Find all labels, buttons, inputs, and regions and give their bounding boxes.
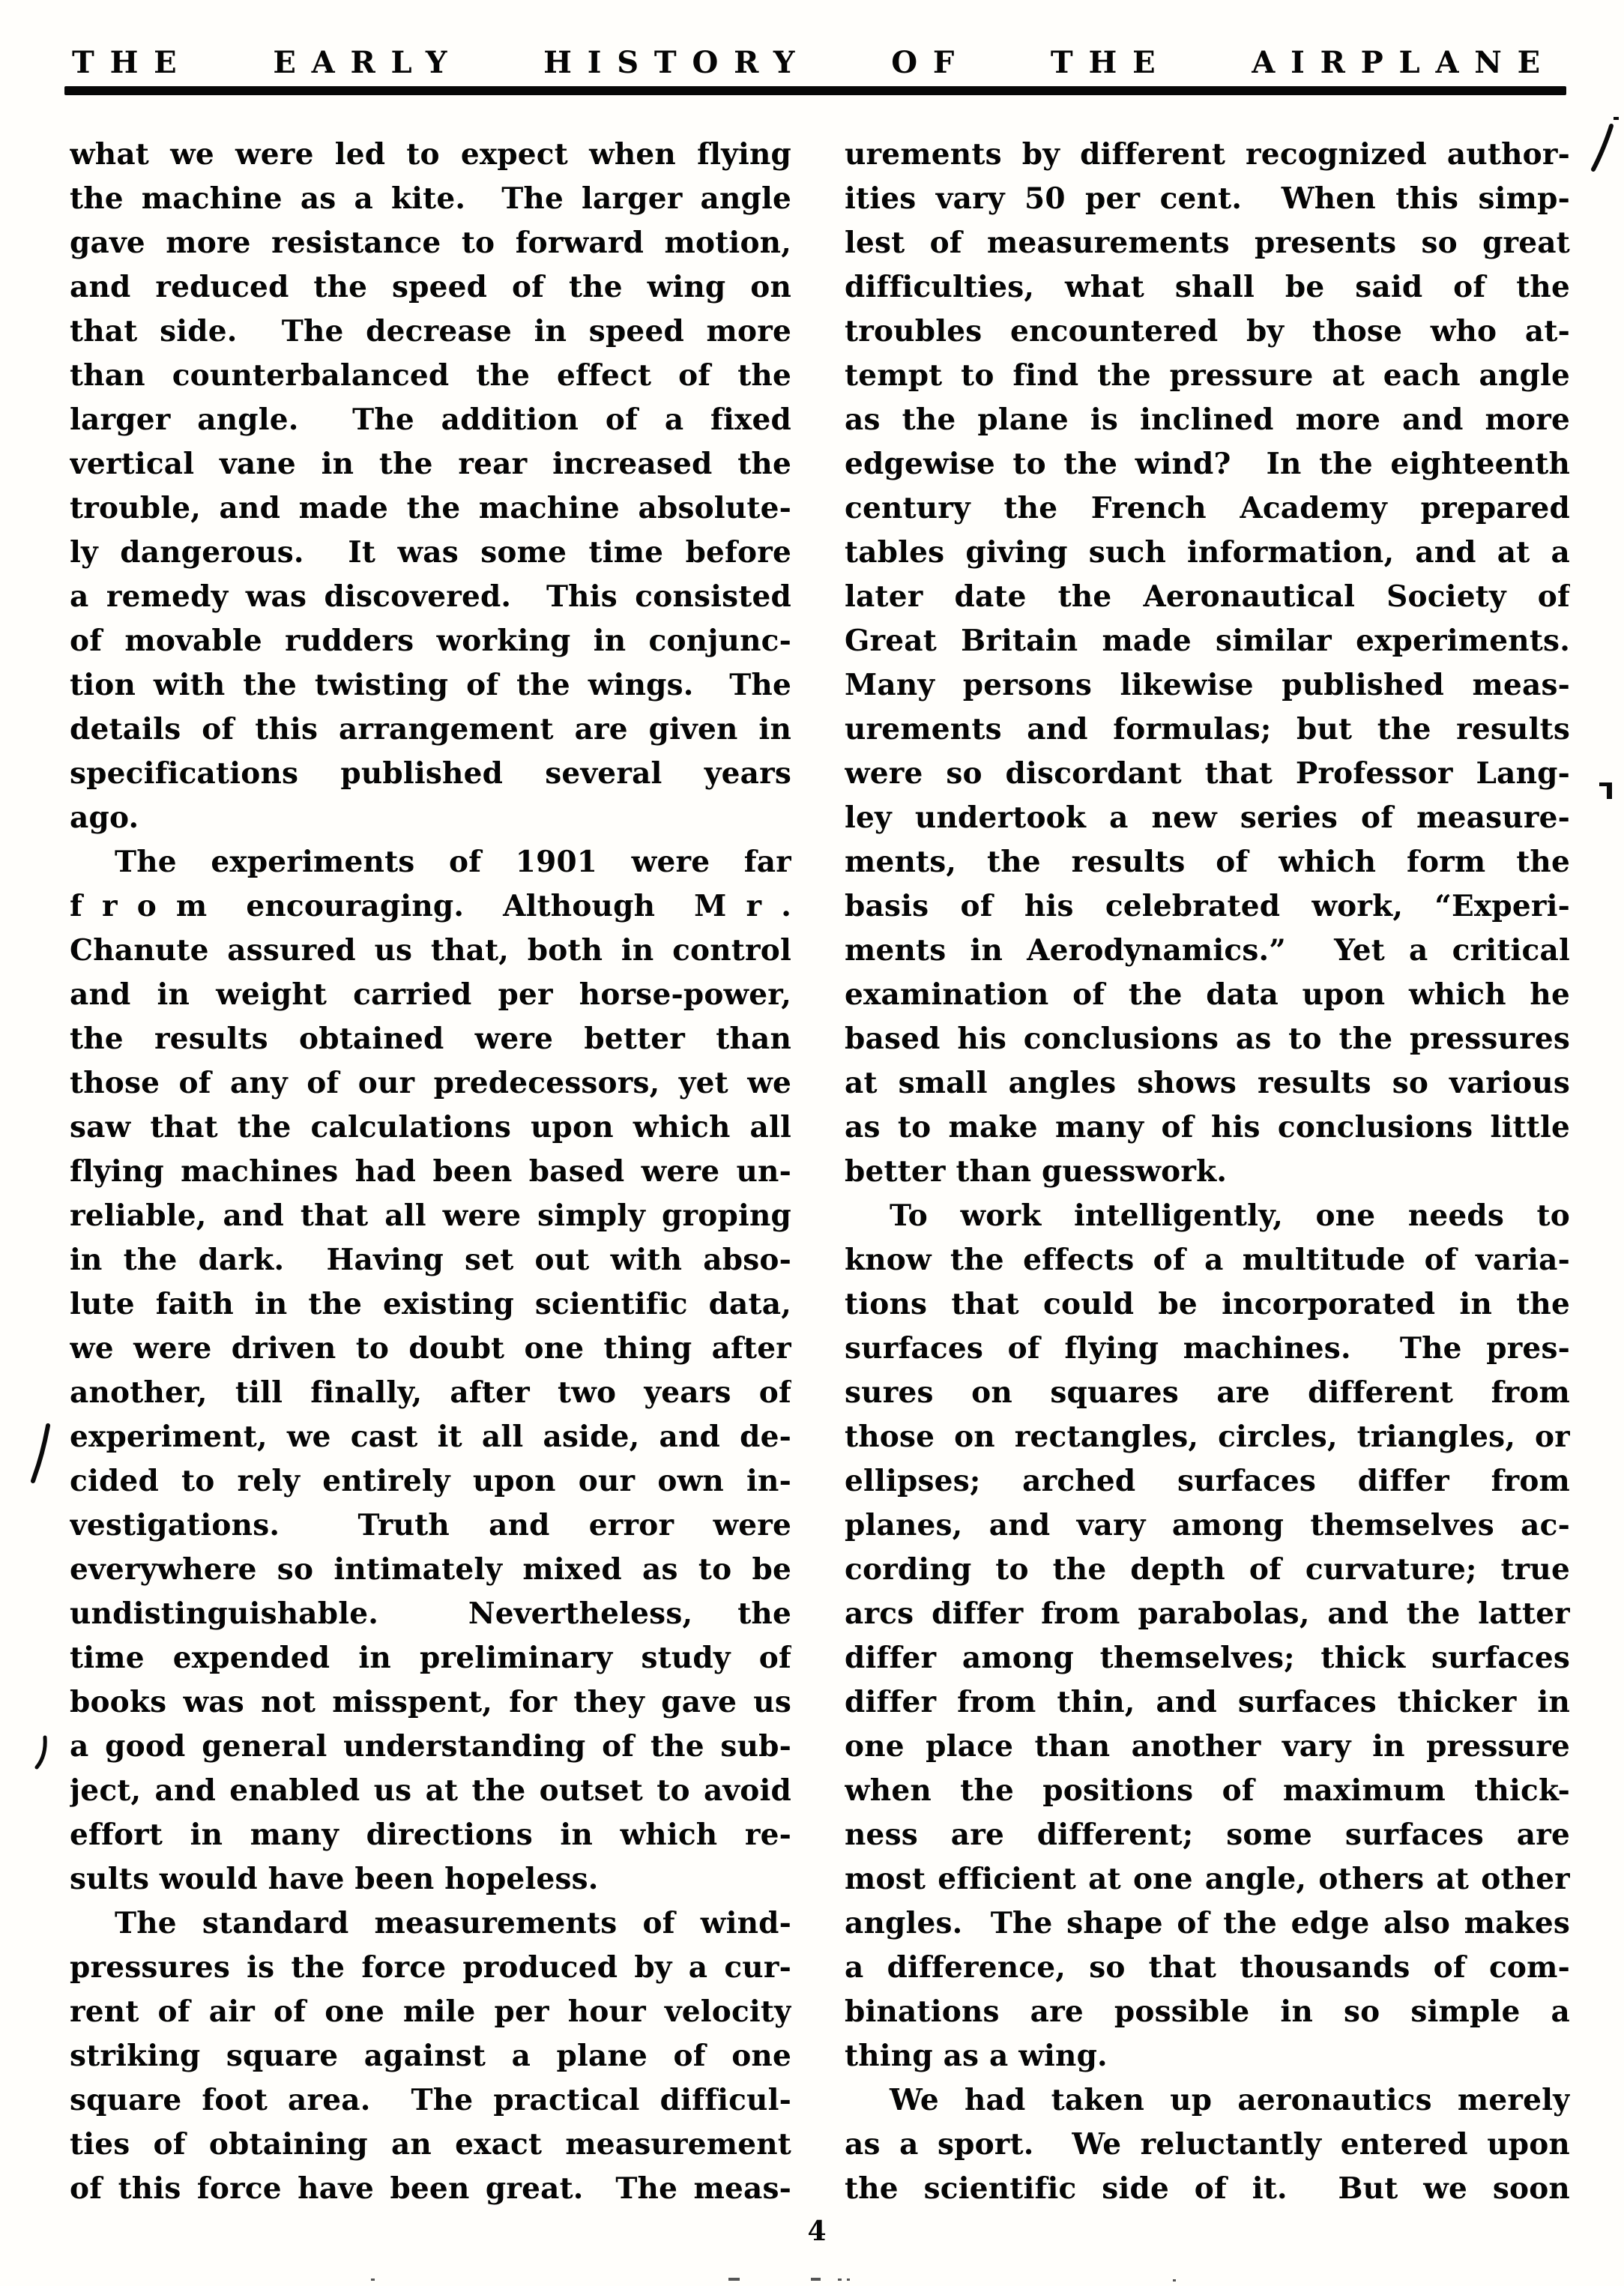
- text-line: most efficient at one angle, others at other: [845, 1862, 1570, 1896]
- text-line: arcs differ from parabolas, and the latter: [845, 1596, 1570, 1631]
- text-line: one place than another vary in pressure: [845, 1729, 1570, 1764]
- text-line: and in weight carried per horse-power,: [70, 977, 791, 1012]
- text-line: tables giving such information, and at a: [845, 535, 1570, 570]
- text-line: what we were led to expect when flying: [70, 137, 791, 172]
- pencil-check-mark-left-margin: [30, 1423, 51, 1484]
- text-line: a remedy was discovered. This consisted: [70, 579, 791, 614]
- text-line: ties of obtaining an exact measurement: [70, 2127, 791, 2162]
- running-head-word: OF: [891, 45, 971, 80]
- text-line: the machine as a kite. The larger angle: [70, 181, 791, 216]
- text-line: ley undertook a new series of measure-: [845, 800, 1570, 835]
- scan-artifact-dot: [1173, 2279, 1176, 2282]
- text-line: thing as a wing.: [845, 2039, 1108, 2073]
- text-line: as the plane is inclined more and more: [845, 402, 1570, 437]
- text-line: those on rectangles, circles, triangles, or: [845, 1420, 1570, 1454]
- pencil-tick-mark-right-margin: [1598, 779, 1619, 802]
- text-line: surfaces of flying machines. The pres-: [845, 1331, 1570, 1366]
- pencil-slash-mark-top-right: [1584, 114, 1622, 175]
- pencil-comma-mark-left-margin: [33, 1734, 51, 1772]
- text-line: Many persons likewise published meas-: [845, 668, 1570, 702]
- text-line: saw that the calculations upon which all: [70, 1110, 791, 1144]
- text-line: tion with the twisting of the wings. The: [70, 668, 791, 702]
- text-line: books was not misspent, for they gave us: [70, 1685, 791, 1719]
- text-line: ject, and enabled us at the outset to avoid: [70, 1773, 791, 1808]
- text-line: ities vary 50 per cent. When this simp-: [845, 181, 1570, 216]
- text-line: century the French Academy prepared: [845, 491, 1570, 525]
- text-column-left: [70, 133, 791, 2211]
- text-line: and reduced the speed of the wing on: [70, 270, 791, 304]
- text-line: differ among themselves; thick surfaces: [845, 1641, 1570, 1675]
- text-line: larger angle. The addition of a fixed: [70, 402, 791, 437]
- text-line: The standard measurements of wind-: [115, 1906, 791, 1940]
- text-line: details of this arrangement are given in: [70, 712, 791, 747]
- scan-artifact-dash: [811, 2278, 821, 2281]
- text-line: The experiments of 1901 were far: [115, 845, 791, 879]
- text-line: later date the Aeronautical Society of: [845, 579, 1570, 614]
- text-line: gave more resistance to forward motion,: [70, 226, 791, 260]
- text-line: To work intelligently, one needs to: [890, 1198, 1570, 1233]
- text-line: as to make many of his conclusions little: [845, 1110, 1570, 1144]
- text-line: experiment, we cast it all aside, and de-: [70, 1420, 791, 1454]
- text-line: better than guesswork.: [845, 1154, 1228, 1189]
- text-line: a good general understanding of the sub-: [70, 1729, 791, 1764]
- text-line: basis of his celebrated work, “Experi-: [845, 889, 1570, 923]
- running-head-word: EARLY: [273, 45, 463, 80]
- running-head-word: AIRPLANE: [1252, 45, 1556, 80]
- scan-artifact-dash: [728, 2278, 740, 2281]
- text-line: troubles encountered by those who at-: [845, 314, 1570, 349]
- text-line: know the effects of a multitude of varia-: [845, 1243, 1570, 1277]
- text-line: binations are possible in so simple a: [845, 1994, 1570, 2029]
- text-line: the scientific side of it. But we soon: [845, 2171, 1570, 2206]
- text-line: in the dark. Having set out with abso-: [70, 1243, 791, 1277]
- text-line: based his conclusions as to the pressures: [845, 1022, 1570, 1056]
- page-number: 4: [807, 2216, 827, 2247]
- text-line: urements and formulas; but the results: [845, 712, 1570, 747]
- running-head-word: HISTORY: [543, 45, 811, 80]
- text-line: reliable, and that all were simply groping: [70, 1198, 791, 1233]
- text-line: Great Britain made similar experiments.: [845, 624, 1570, 658]
- text-line: tempt to find the pressure at each angle: [845, 358, 1570, 393]
- running-head-word: THE: [1050, 45, 1171, 80]
- text-column-right: [845, 133, 1570, 2211]
- text-line: lute faith in the existing scientific data,: [70, 1287, 791, 1321]
- text-line: urements by different recognized author-: [845, 137, 1570, 172]
- text-line: as a sport. We reluctantly entered upon: [845, 2127, 1570, 2162]
- text-line: tions that could be incorporated in the: [845, 1287, 1570, 1321]
- text-line: of this force have been great. The meas-: [70, 2171, 791, 2206]
- text-line: when the positions of maximum thick-: [845, 1773, 1570, 1808]
- text-line: those of any of our predecessors, yet we: [70, 1066, 791, 1100]
- text-line: everywhere so intimately mixed as to be: [70, 1552, 791, 1587]
- text-line: lest of measurements presents so great: [845, 226, 1570, 260]
- text-line: effort in many directions in which re-: [70, 1818, 791, 1852]
- text-line: planes, and vary among themselves ac-: [845, 1508, 1570, 1542]
- text-line: We had taken up aeronautics merely: [890, 2083, 1570, 2117]
- text-line: undistinguishable. Nevertheless, the: [70, 1596, 791, 1631]
- text-line: cording to the depth of curvature; true: [845, 1552, 1570, 1587]
- text-line: ments in Aerodynamics.” Yet a critical: [845, 933, 1570, 968]
- text-line: pressures is the force produced by a cur-: [70, 1950, 791, 1985]
- text-line: trouble, and made the machine absolute-: [70, 491, 791, 525]
- text-line: time expended in preliminary study of: [70, 1641, 791, 1675]
- header-rule: [64, 86, 1566, 95]
- text-line: striking square against a plane of one: [70, 2039, 791, 2073]
- scan-artifact-dot: [838, 2279, 842, 2281]
- text-line: a difference, so that thousands of com-: [845, 1950, 1570, 1985]
- running-head: [72, 46, 1556, 79]
- scan-artifact-dot: [371, 2279, 375, 2281]
- text-line: that side. The decrease in speed more: [70, 314, 791, 349]
- running-head-word: THE: [72, 45, 193, 80]
- text-line: specifications published several years: [70, 756, 791, 791]
- scan-artifact-dot: [847, 2279, 850, 2281]
- text-line: vertical vane in the rear increased the: [70, 447, 791, 481]
- text-line: sures on squares are different from: [845, 1375, 1570, 1410]
- text-line: Chanute assured us that, both in control: [70, 933, 791, 968]
- text-line: ellipses; arched surfaces differ from: [845, 1464, 1570, 1498]
- text-line: edgewise to the wind? In the eighteenth: [845, 447, 1570, 481]
- text-line: sults would have been hopeless.: [70, 1862, 599, 1896]
- text-line: vestigations. Truth and error were: [70, 1508, 791, 1542]
- text-line: at small angles shows results so various: [845, 1066, 1570, 1100]
- text-line: ly dangerous. It was some time before: [70, 535, 791, 570]
- text-line: differ from thin, and surfaces thicker in: [845, 1685, 1570, 1719]
- text-line: another, till finally, after two years of: [70, 1375, 791, 1410]
- text-line: rent of air of one mile per hour velocity: [70, 1994, 791, 2029]
- text-line: square foot area. The practical difficul-: [70, 2083, 791, 2117]
- text-line: angles. The shape of the edge also makes: [845, 1906, 1570, 1940]
- text-line: we were driven to doubt one thing after: [70, 1331, 791, 1366]
- text-line: f r o m encouraging. Although M r .: [70, 889, 791, 923]
- text-line: examination of the data upon which he: [845, 977, 1570, 1012]
- text-line: were so discordant that Professor Lang-: [845, 756, 1570, 791]
- text-line: of movable rudders working in conjunc-: [70, 624, 791, 658]
- text-line: the results obtained were better than: [70, 1022, 791, 1056]
- text-line: ago.: [70, 800, 139, 835]
- text-line: than counterbalanced the effect of the: [70, 358, 791, 393]
- text-line: ments, the results of which form the: [845, 845, 1570, 879]
- text-line: flying machines had been based were un-: [70, 1154, 791, 1189]
- text-line: cided to rely entirely upon our own in-: [70, 1464, 791, 1498]
- text-line: ness are different; some surfaces are: [845, 1818, 1570, 1852]
- text-line: difficulties, what shall be said of the: [845, 270, 1570, 304]
